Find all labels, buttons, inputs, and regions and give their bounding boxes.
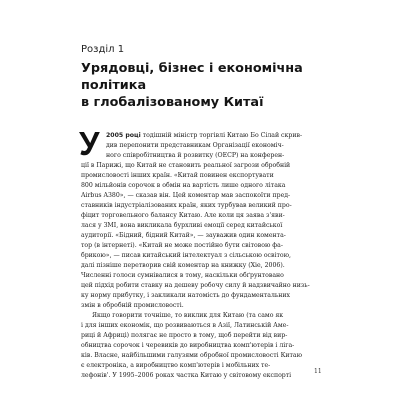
chapter-title [81,60,341,111]
drop-cap: У [79,125,100,162]
text-line: брикою», — писав китайський інтелектуал з сільською освітою, [81,252,291,259]
text-line: цей підхід робити ставку на дешеву робочу силу й надзвичайно низь- [81,282,310,289]
text-line: риці й Африці) полягає не просто в тому, щоб перейти від вир- [81,332,288,339]
text-line: тор (в інтернеті). «Китай не може постійно бути світовою фа- [81,242,283,249]
text-line: аудиторії. «Бідний, бідний Китай», — зауважив один комента- [81,232,286,239]
text-line: див перепонити представникам Організації економіч- [106,142,284,149]
text-line: промисловості інших країн. «Китай повинен експортувати [81,172,274,179]
text-line: ку норму прибутку, і закликали натомість до фундаментальних [81,292,290,299]
text-line: змін в обробній промисловості. [81,302,184,309]
lead-phrase: 2005 році [106,132,141,139]
text-line: ставників індустріалізованих країн, яких турбував великий про- [81,202,292,209]
text-line: фіцит торговельного балансу Китаю. Але коли ця заява з'яви- [81,212,285,219]
text-line: Airbus A380», — сказав він. Цей коментар мав заспокоїти пред- [81,192,291,199]
text-line: ції в Парижі, що Китай не становить реальної загрози обробній [81,162,291,169]
text-line: Численні голоси сумнівалися в тому, наскільки обґрунтовано [81,272,284,279]
text-line: ків. Власне, найбільшими галузями обробної промисловості Китаю [81,352,302,359]
chapter-title-line-1: Урядовці, бізнес і економічна політика [81,61,303,93]
chapter-label: Розділ 1 [81,44,125,55]
chapter-title-line-2: в глобалізованому Китаї [81,95,264,110]
text-line-content: тодішній міністр торгівлі Китаю Бо Сілай скрив- [142,132,303,139]
text-line: є електроніка, а виробництво комп'ютерів і мобільних те- [81,362,271,369]
text-line: 800 мільйонів сорочок в обмін на вартість лише одного літака [81,182,286,189]
text-line: ного співробітництва й розвитку (ОЕСР) на конферен- [106,152,285,159]
text-line [106,131,302,141]
text-line: лася у ЗМІ, вона викликала бурхливі емоції серед китайської [81,222,283,229]
text-line: лефонів'. У 1995–2006 роках частка Китаю у світовому експорті [81,372,292,379]
text-line: обництва сорочок і черевиків до виробництва комп'ютерів і ліга- [81,342,295,349]
text-line: Якщо говорити точніше, то виклик для Китаю (та само як [92,312,284,319]
text-line: далі пізніше перетворив свій коментар на книжку (Хіе, 2006). [81,262,285,269]
page-number: 11 [314,368,322,375]
text-line: і для інших економік, що розвиваються в Азії, Латинській Аме- [81,322,289,329]
